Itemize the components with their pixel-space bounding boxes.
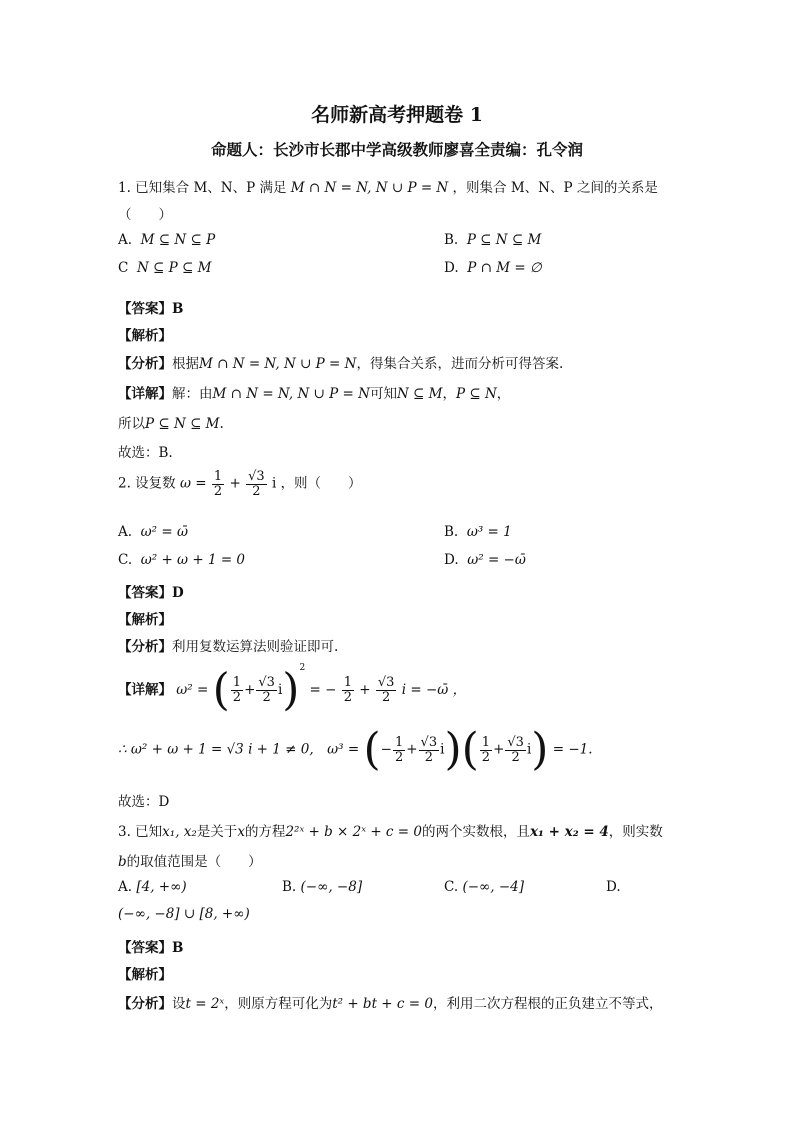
q3-analysis-label: 【解析】 bbox=[118, 967, 172, 983]
q3-option-a: A. [4, +∞) bbox=[118, 879, 187, 895]
q3-option-d: (−∞, −8] ∪ [8, +∞) bbox=[118, 906, 250, 922]
q1-xiangjie: 【详解】解：由M ∩ N = N, N ∪ P = N可知N ⊆ M，P ⊆ N， bbox=[118, 386, 511, 402]
q1-option-c: C N ⊆ P ⊆ M bbox=[118, 260, 212, 276]
q2-option-c: C. ω² + ω + 1 = 0 bbox=[118, 552, 246, 568]
page-title: 名师新高考押题卷 1 bbox=[311, 104, 483, 126]
q1-option-a: A. M ⊆ N ⊆ P bbox=[118, 232, 216, 248]
q3-option-c: C. (−∞, −4] bbox=[444, 879, 525, 895]
q1-option-b: B. P ⊆ N ⊆ M bbox=[444, 232, 542, 248]
q1-answer: 【答案】B bbox=[118, 301, 184, 317]
q1-choice: 故选：B. bbox=[118, 445, 173, 461]
q1-fenxi: 【分析】根据M ∩ N = N, N ∪ P = N，得集合关系，进而分析可得答案. bbox=[118, 356, 564, 372]
q1-paren: （ ） bbox=[118, 207, 172, 223]
q3-stem-line2: b的取值范围是（ ） bbox=[118, 854, 262, 870]
q2-detail-2: ∴ ω² + ω + 1 = √3 i + 1 ≠ 0, ω³ = (− $\frac{1}{2}$ + $\frac{√3}{2}$ i)( $\frac{1}{2}$ + $\frac{√3}{2}$ i) = −1. bbox=[118, 724, 593, 775]
q3-stem-line1: 3. 已知x₁, x₂是关于x的方程2²ˣ + b × 2ˣ + c = 0的两个实数根，且x₁ + x₂ = 4，则实数 bbox=[118, 824, 663, 840]
q1-option-d: D. P ∩ M = ∅ bbox=[444, 260, 542, 276]
q1-analysis-label: 【解析】 bbox=[118, 328, 172, 344]
q2-detail-1: 【详解】 ω² = ( $\frac{1}{2}$ + $\frac{√3}{2}$ i)$^2$ = − $\frac{1}{2}$ + $\frac{√3}{2}$ i = −ω̄ ， bbox=[118, 663, 467, 716]
q1-condition: M ∩ N = N, N ∪ P = N bbox=[290, 180, 449, 196]
q3-answer: 【答案】B bbox=[118, 940, 184, 956]
q2-answer: 【答案】D bbox=[118, 585, 184, 601]
q2-stem: 2. 设复数 ω = $\frac{1}{2}$ + $\frac{√3}{2}$ i ，则（ ） bbox=[118, 469, 362, 499]
q3-option-b: B. (−∞, −8] bbox=[282, 879, 363, 895]
q3-option-d-label: D. bbox=[606, 879, 621, 895]
q2-choice: 故选：D bbox=[118, 794, 170, 810]
q2-fenxi: 【分析】利用复数运算法则验证即可. bbox=[118, 639, 339, 655]
q2-option-b: B. ω³ = 1 bbox=[444, 524, 512, 540]
q2-option-a: A. ω² = ω̄ bbox=[118, 524, 188, 540]
q1-stem: 1. 已知集合 M、N、P 满足 M ∩ N = N, N ∪ P = N ，则集合 M、N、P 之间的关系是 bbox=[118, 180, 658, 196]
page-subtitle: 命题人：长沙市长郡中学高级教师廖喜全责编：孔令润 bbox=[210, 140, 583, 159]
q2-analysis-label: 【解析】 bbox=[118, 612, 172, 628]
q1-therefore: 所以P ⊆ N ⊆ M. bbox=[118, 416, 224, 432]
q3-fenxi: 【分析】设t = 2ˣ，则原方程可化为t² + bt + c = 0，利用二次方程根的正负建立不等式， bbox=[118, 996, 663, 1012]
q2-option-d: D. ω² = −ω̄ bbox=[444, 552, 526, 568]
